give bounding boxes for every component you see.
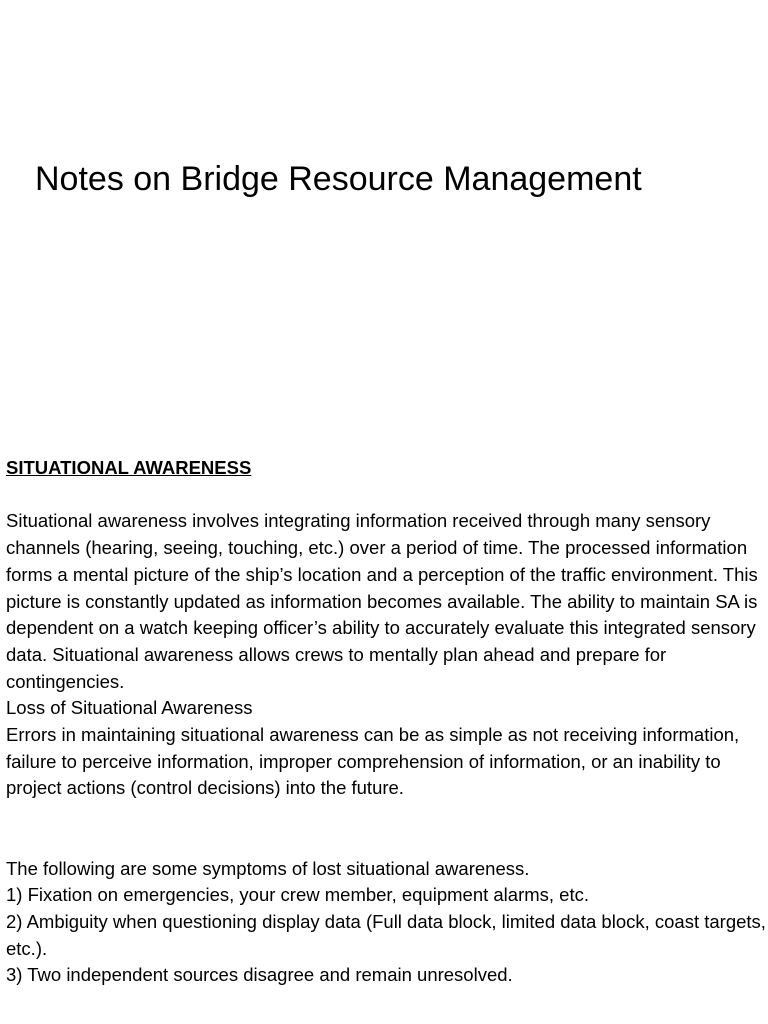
symptom-item: 2) Ambiguity when questioning display data (Full data block, limited data block, coast targets, etc.). [6,910,766,959]
spacer [6,482,766,509]
spacer [6,802,766,855]
paragraph-errors: Errors in maintaining situational awareness can be as simple as not receiving information, failure to perceive information, improper comprehension of information, or an inability to project actions (control decisions) into the future. [6,724,740,799]
section-heading: SITUATIONAL AWARENESS [6,457,252,478]
subheading-loss-of-sa: Loss of Situational Awareness [6,697,253,719]
document-body [6,455,766,989]
symptoms-intro: The following are some symptoms of lost situational awareness. [6,857,530,879]
symptom-item: 3) Two independent sources disagree and remain unresolved. [6,964,513,986]
paragraph-situational-awareness: Situational awareness involves integrating information received through many sensory channels (hearing, seeing, touching, etc.) over a period of time. The processed information forms a mental picture of the ship’s location and a perception of the traffic environment. This picture is constantly updated as information becomes available. The ability to maintain SA is dependent on a watch keeping officer’s ability to accurately evaluate this integrated sensory data. Situational awareness allows crews to mentally plan ahead and prepare for contingencies. [6,510,758,692]
page-title: Notes on Bridge Resource Management [35,160,642,198]
symptom-item: 1) Fixation on emergencies, your crew member, equipment alarms, etc. [6,884,589,906]
